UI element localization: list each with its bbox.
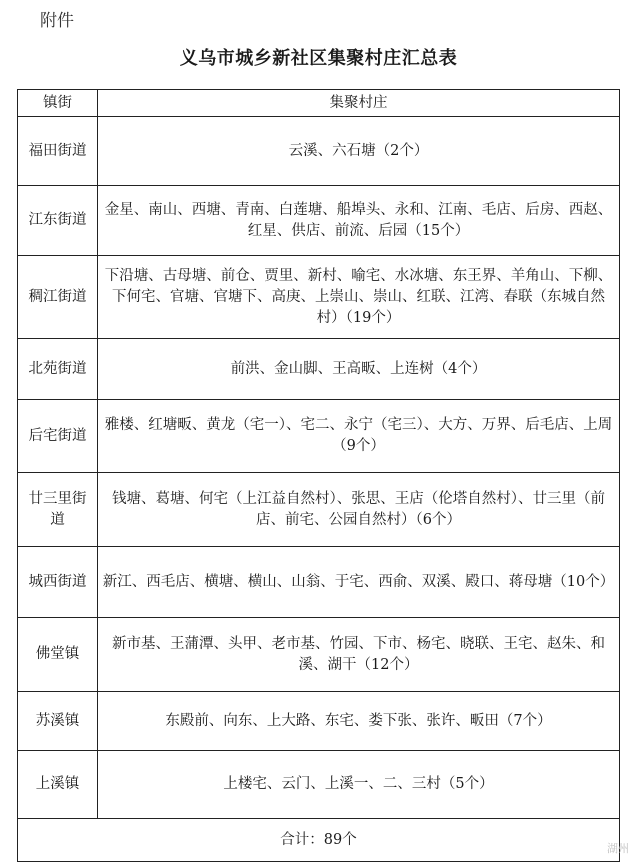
table-row bbox=[18, 618, 620, 692]
town-cell: 城西街道 bbox=[18, 547, 98, 618]
table-row bbox=[18, 339, 620, 400]
table-row bbox=[18, 400, 620, 473]
total-cell: 合计：89个 bbox=[18, 819, 620, 862]
total-row bbox=[18, 819, 620, 862]
town-cell: 北苑街道 bbox=[18, 339, 98, 400]
town-cell: 福田街道 bbox=[18, 117, 98, 186]
villages-cell: 新江、西毛店、横塘、横山、山翁、于宅、西俞、双溪、殿口、蒋母塘（10个） bbox=[98, 547, 620, 618]
villages-cell: 新市基、王蒲潭、头甲、老市基、竹园、下市、杨宅、晓联、王宅、赵朱、和溪、湖干（12个） bbox=[98, 618, 620, 692]
village-summary-table bbox=[17, 89, 620, 862]
town-cell: 廿三里街道 bbox=[18, 473, 98, 547]
villages-cell: 云溪、六石塘（2个） bbox=[98, 117, 620, 186]
villages-cell: 钱塘、葛塘、何宅（上江益自然村）、张思、王店（伦塔自然村）、廿三里（前店、前宅、公园自然村）（6个） bbox=[98, 473, 620, 547]
attachment-label: 附件 bbox=[40, 11, 74, 31]
header-town: 镇街 bbox=[18, 90, 98, 117]
table-row bbox=[18, 186, 620, 256]
watermark: 湖州 bbox=[607, 842, 629, 855]
table-row bbox=[18, 547, 620, 618]
villages-cell: 金星、南山、西塘、青南、白莲塘、船埠头、永和、江南、毛店、后房、西赵、红星、供店、前流、后园（15个） bbox=[98, 186, 620, 256]
table-row bbox=[18, 473, 620, 547]
villages-cell: 东殿前、向东、上大路、东宅、娄下张、张许、畈田（7个） bbox=[98, 692, 620, 751]
villages-cell: 上楼宅、云门、上溪一、二、三村（5个） bbox=[98, 751, 620, 819]
town-cell: 上溪镇 bbox=[18, 751, 98, 819]
town-cell: 佛堂镇 bbox=[18, 618, 98, 692]
villages-cell: 下沿塘、古母塘、前仓、贾里、新村、喻宅、水冰塘、东王界、羊角山、下柳、下何宅、官塘、官塘下、高庚、上崇山、崇山、红联、江湾、春联（东城自然村）（19个） bbox=[98, 256, 620, 339]
table-header-row bbox=[18, 90, 620, 117]
header-villages: 集聚村庄 bbox=[98, 90, 620, 117]
table-row bbox=[18, 256, 620, 339]
town-cell: 稠江街道 bbox=[18, 256, 98, 339]
town-cell: 后宅街道 bbox=[18, 400, 98, 473]
table-row bbox=[18, 751, 620, 819]
villages-cell: 雅楼、红塘畈、黄龙（宅一）、宅二、永宁（宅三）、大方、万界、后毛店、上周（9个） bbox=[98, 400, 620, 473]
page-title: 义乌市城乡新社区集聚村庄汇总表 bbox=[179, 48, 458, 69]
villages-cell: 前洪、金山脚、王高畈、上连树（4个） bbox=[98, 339, 620, 400]
town-cell: 江东街道 bbox=[18, 186, 98, 256]
table-row bbox=[18, 692, 620, 751]
town-cell: 苏溪镇 bbox=[18, 692, 98, 751]
table-row bbox=[18, 117, 620, 186]
